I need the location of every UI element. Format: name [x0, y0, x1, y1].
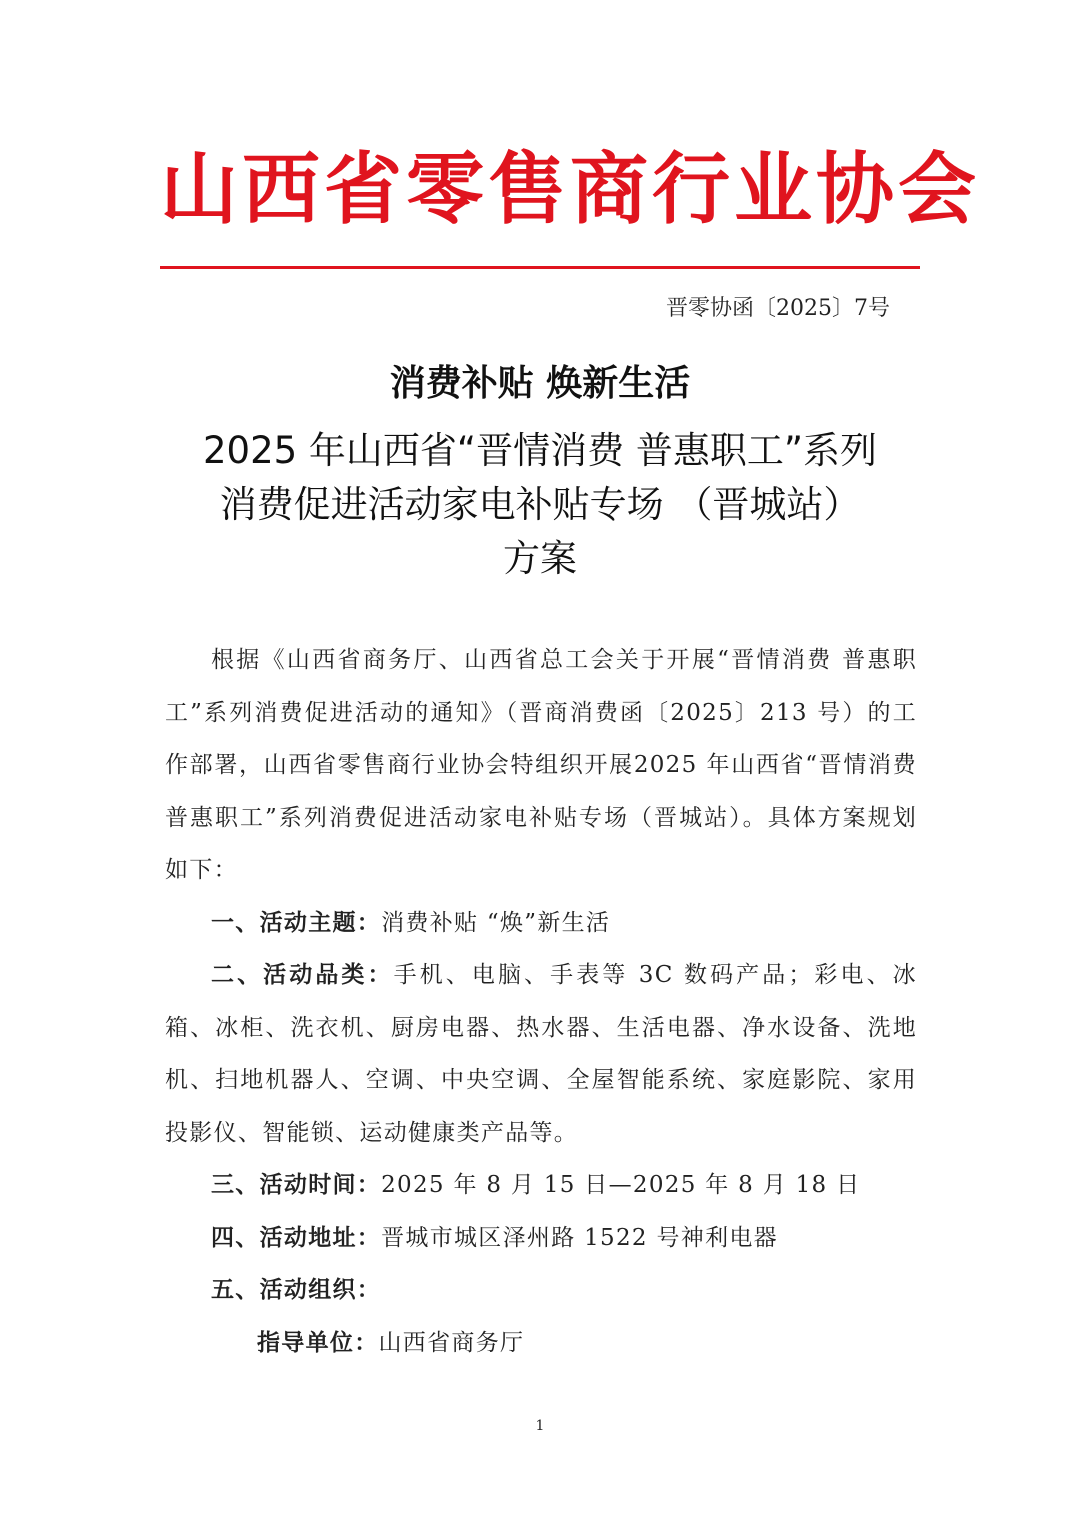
document-title-line-2: 消费促进活动家电补贴专场 （晋城站） [219, 483, 861, 526]
letterhead-red-rule [160, 266, 920, 269]
section-label: 一、活动主题： [211, 908, 382, 936]
document-title-line-1: 2025 年山西省“晋情消费 普惠职工”系列 [202, 429, 878, 472]
sub-item-text: 山西省商务厅 [378, 1329, 525, 1356]
page-number: 1 [535, 1418, 545, 1434]
section-label: 五、活动组织： [211, 1276, 382, 1303]
letterhead-org-name: 山西省零售商行业协会 [160, 144, 981, 235]
section-theme [165, 897, 917, 950]
section-text: 消费补贴 “焕”新生活 [381, 909, 611, 936]
section-label: 二、活动品类： [211, 961, 394, 988]
document-title [0, 424, 1080, 586]
document-title-slogan: 消费补贴 焕新生活 [389, 363, 691, 404]
section-text: 2025 年 8 月 15 日—2025 年 8 月 18 日 [381, 1172, 861, 1198]
section-text: 晋城市城区泽州路 1522 号神利电器 [381, 1224, 778, 1251]
intro-paragraph: 根据《山西省商务厅、山西省总工会关于开展“晋情消费 普惠职工”系列消费促进活动的通知》（晋商消费函〔2025〕213 号）的工作部署，山西省零售商行业协会特组织开展2025 年山西省“晋情消费 普惠职工”系列消费促进活动家电补贴专场（晋城站）。具体方案规划如下： [165, 647, 917, 883]
section-text: 手机、电脑、手表等 3C 数码产品；彩电、冰箱、冰柜、洗衣机、厨房电器、热水器、生活电器、净水设备、洗地机、扫地机器人、空调、中央空调、全屋智能系统、家庭影院、家用投影仪、智能锁、运动健康类产品等。 [165, 962, 917, 1146]
sub-item-label: 指导单位： [257, 1328, 379, 1356]
document-number: 晋零协函〔2025〕7号 [666, 296, 890, 321]
document-title-line-3: 方案 [503, 537, 577, 580]
document-body [165, 634, 917, 1369]
section-label: 三、活动时间： [211, 1171, 382, 1198]
section-label: 四、活动地址： [211, 1223, 382, 1251]
section-address [165, 1212, 917, 1265]
sub-item-guiding-unit [165, 1317, 917, 1370]
section-time [165, 1159, 917, 1212]
section-organization [165, 1264, 917, 1317]
section-categories [165, 949, 917, 1159]
